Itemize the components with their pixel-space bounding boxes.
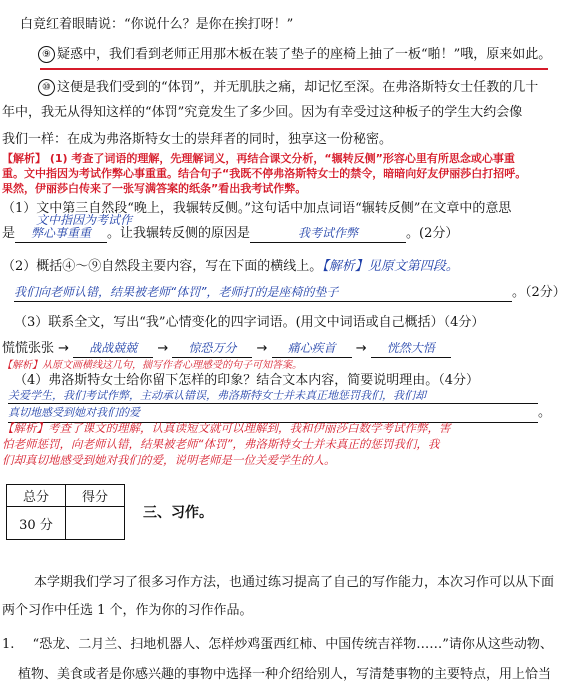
item-text: “恐龙、二月兰、扫地机器人、怎样炒鸡蛋西红柿、中国传统吉祥物……”请你从这些动物、 xyxy=(32,637,553,652)
mood-start: 慌慌张张 xyxy=(2,341,55,356)
analysis-text: 果然，伊丽莎白传来了一张写满答案的纸条”看出我考试作弊。 xyxy=(2,182,307,195)
section-title: 三、习作。 xyxy=(143,505,213,521)
handwritten-note: 文中指因为考试作 xyxy=(36,213,133,227)
score-got[interactable] xyxy=(66,507,125,540)
question-4: （4）弗洛斯特女士给你留下怎样的印象？结合文本内容，简要说明理由。（4分） xyxy=(14,373,480,388)
handwritten-answer: 我考试作弊 xyxy=(250,224,406,243)
question-1-answer-line: 是 弊心事重重 。让我辗转反侧的原因是 我考试作弊 。(2分） xyxy=(2,226,459,241)
handwritten-answer: 弊心事重重 xyxy=(15,224,107,243)
mood-answer: 痛心疾首 xyxy=(272,339,352,358)
score-header-total: 总分 xyxy=(7,485,66,507)
score-header-got: 得分 xyxy=(66,485,125,507)
red-underline xyxy=(40,68,548,70)
passage-line: 年中，我无从得知这样的“体罚”究竟发生了多少回。因为有幸受过这种板子的学生大约会像 xyxy=(2,105,523,120)
question-1: （1）文中第三自然段“晚上，我辗转反侧。”这句话中加点词语“辗转反侧”在文章中的意思 xyxy=(2,201,512,216)
passage-line: 白竟红着眼睛说：“你说什么？是你在挨打呀！” xyxy=(20,17,294,32)
paragraph-10 xyxy=(38,79,538,97)
writing-item-1 xyxy=(2,636,553,654)
writing-intro: 两个习作中任选 1 个，作为你的习作作品。 xyxy=(2,603,253,618)
writing-intro: 本学期我们学习了很多习作方法，也通过练习提高了自己的写作能力，本次习作可以从下面 xyxy=(34,575,555,590)
paragraph-number: ⑩ xyxy=(38,79,55,96)
mood-answer: 恍然大悟 xyxy=(371,339,451,358)
question-2: （2）概括④～⑨自然段主要内容，写在下面的横线上。【解析】见原文第四段。 xyxy=(2,259,459,274)
paragraph-text: 这便是我们受到的“体罚”，并无肌肤之痛，却记忆至深。在弗洛斯特女士任教的几十 xyxy=(57,80,539,95)
arrow-icon: → xyxy=(256,341,268,356)
paragraph-number: ⑨ xyxy=(38,46,55,63)
mood-answer: 战战兢兢 xyxy=(73,339,153,358)
score-table xyxy=(6,484,125,540)
question-4-answer-line: 真切地感受到她对我们的爱 。 xyxy=(8,404,551,423)
question-3: （3）联系全文，写出“我”心情变化的四字词语。(用文中词语或自己概括）（4分） xyxy=(14,315,485,330)
handwritten-analysis: 们却真切地感受到她对我们的爱，说明老师是一位关爱学生的人。 xyxy=(2,453,336,467)
arrow-icon: → xyxy=(355,341,367,356)
analysis-text: 【解析】 (1) 考查了词语的理解，先理解词义，再结合课文分析，“辗转反侧”形容心里有所思念或心事重 xyxy=(2,152,515,165)
paragraph-9 xyxy=(38,46,551,64)
question-2-answer-line: 我们向老师认错，结果被老师“体罚”，老师打的是座椅的垫子 。（2分） xyxy=(14,285,566,300)
handwritten-answer: 我们向老师认错，结果被老师“体罚”，老师打的是座椅的垫子 xyxy=(14,283,512,302)
item-number: 1. xyxy=(2,637,15,652)
handwritten-jiexi: 【解析】见原文第四段。 xyxy=(322,259,459,274)
handwritten-analysis: 怕老师惩罚，向老师认错，结果被老师“体罚”，弗洛斯特女士并未真正的惩罚我们，我 xyxy=(2,437,440,451)
handwritten-answer: 真切地感受到她对我们的爱 xyxy=(8,404,538,423)
arrow-icon: → xyxy=(157,341,169,356)
score-total: 30 分 xyxy=(7,507,66,540)
paragraph-text: 疑惑中，我们看到老师正用那木板在装了垫子的座椅上抽了一板“啪！”哦，原来如此。 xyxy=(57,47,552,62)
handwritten-answer: 关爱学生，我们考试作弊，主动承认错误，弗洛斯特女士并未真正地惩罚我们，我们却 xyxy=(8,388,538,404)
handwritten-jiexi: 【解析】从原文画横线这几句，揣写作者心理感受的句子可知答案。 xyxy=(2,360,302,371)
arrow-icon: → xyxy=(58,341,70,356)
analysis-text: 重。文中指因为考试作弊心事重重。结合句子“我既不停弗洛斯特女士的禁令，暗暗向好友伊丽莎白打招呼。 xyxy=(2,167,527,180)
handwritten-analysis: 【解析】考查了课文的理解，认真读短文就可以理解到，我和伊丽莎白数学考试作弊，害 xyxy=(2,421,451,435)
mood-answer: 惊恐万分 xyxy=(172,339,252,358)
writing-item-1-line: 植物、美食或者是你感兴趣的事物中选择一种介绍给别人，写清楚事物的主要特点，用上恰当 xyxy=(18,667,552,682)
passage-line: 我们一样：在成为弗洛斯特女士的崇拜者的同时，独享这一份秘密。 xyxy=(2,132,393,147)
